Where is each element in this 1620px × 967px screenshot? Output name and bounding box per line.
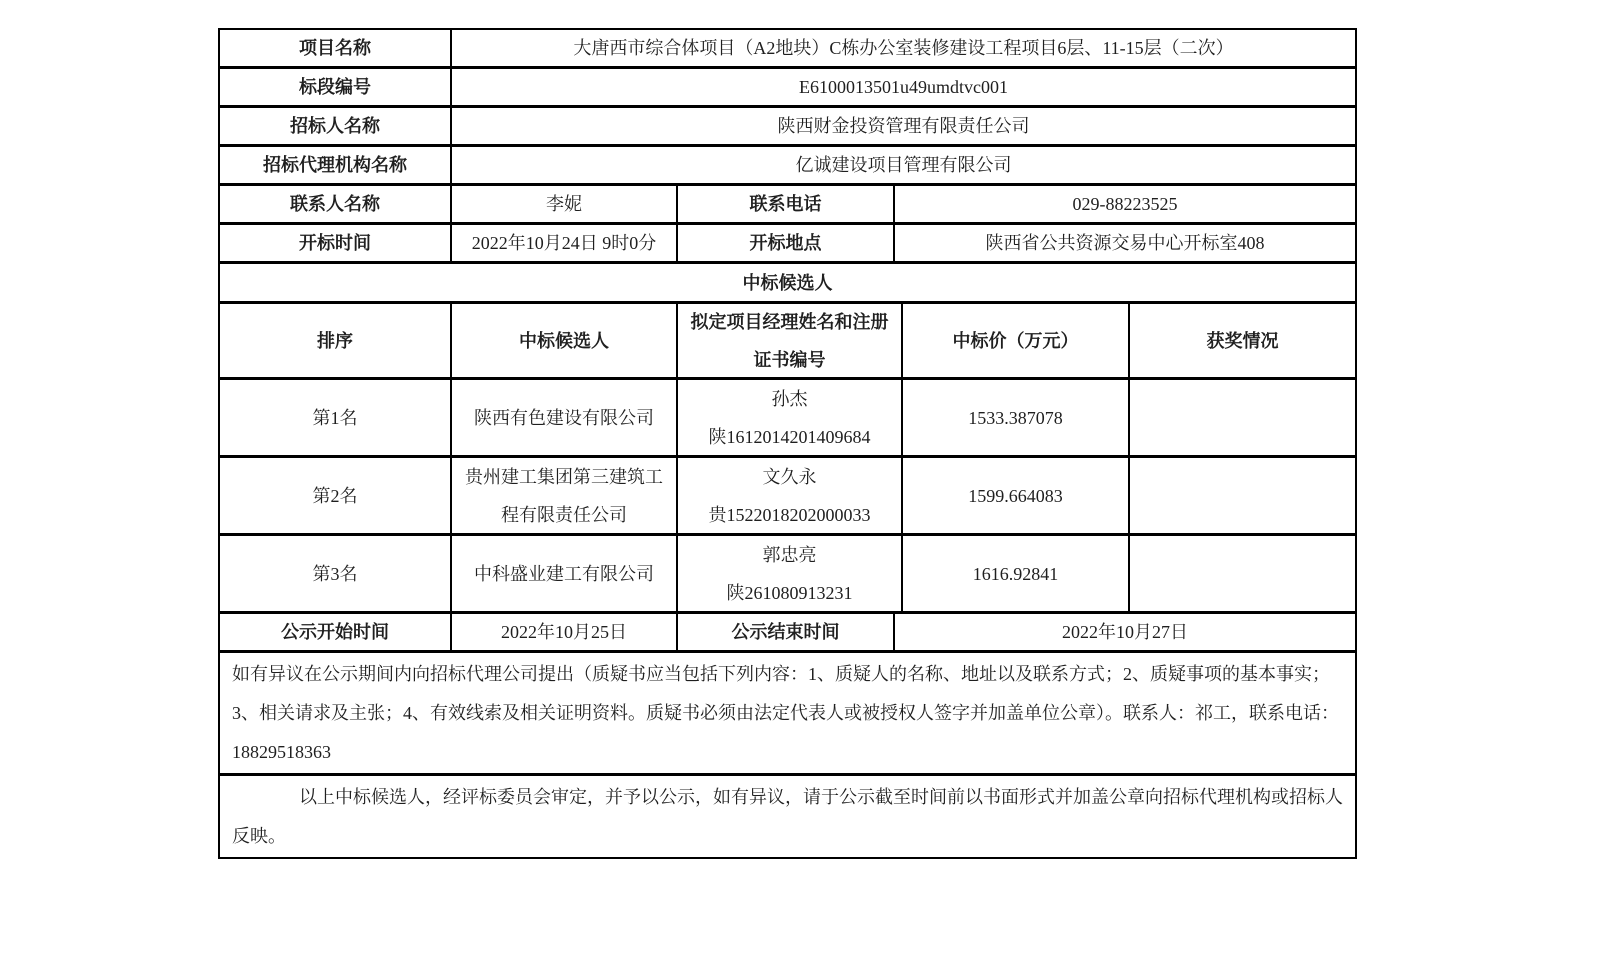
contact-row [220,186,1355,225]
opening-place-label: 开标地点 [678,225,895,261]
contact-phone-label: 联系电话 [678,186,895,222]
agency-value: 亿诚建设项目管理有限公司 [795,155,1012,175]
closing-note: 以上中标候选人，经评标委员会审定，并予以公示，如有异议，请于公示截至时间前以书面形式并加盖公章向招标代理机构或招标人反映。 [232,787,1343,846]
candidate-2-company: 贵州建工集团第三建筑工程有限责任公司 [452,458,678,533]
objection-note: 如有异议在公示期间内向招标代理公司提出（质疑书应当包括下列内容：1、质疑人的名称、地址以及联系方式；2、质疑事项的基本事实；3、相关请求及主张；4、有效线索及相关证明资料。质疑书必须由法定代表人或被授权人签字并加盖单位公章）。联系人：祁工，联系电话：18829518363 [232,664,1339,762]
agency-label: 招标代理机构名称 [220,147,452,183]
candidate-1-manager-cell [678,380,903,455]
closing-note-row [220,776,1355,857]
publicity-start-label: 公示开始时间 [220,614,452,650]
tenderer-label: 招标人名称 [220,108,452,144]
candidate-3-cert: 陕261080913231 [726,582,853,603]
candidate-3-manager-cell [678,536,903,611]
candidate-1-cert: 陕1612014201409684 [708,426,871,447]
candidate-1-rank: 第1名 [220,380,452,455]
opening-place-value: 陕西省公共资源交易中心开标室408 [985,233,1265,253]
candidates-header-row [220,304,1355,380]
header-company: 中标候选人 [452,304,678,377]
project-name-value: 大唐西市综合体项目（A2地块）C栋办公室装修建设工程项目6层、11-15层（二次） [573,38,1234,58]
candidate-3-price: 1616.92841 [903,536,1130,611]
contact-name-value: 李妮 [452,186,678,222]
candidate-2-award [1130,458,1355,533]
header-price: 中标价（万元） [903,304,1130,377]
candidate-1-manager: 孙杰 [771,388,808,409]
publicity-end-label: 公示结束时间 [678,614,895,650]
candidate-row-2 [220,458,1355,536]
candidate-1-company: 陕西有色建设有限公司 [452,380,678,455]
bid-announcement-table [218,28,1357,859]
section-number-row [220,69,1355,108]
candidate-3-rank: 第3名 [220,536,452,611]
header-award: 获奖情况 [1206,330,1279,351]
publicity-row [220,614,1355,653]
candidate-row-1 [220,380,1355,458]
publicity-end-value: 2022年10月27日 [1062,622,1188,642]
agency-row [220,147,1355,186]
header-rank: 排序 [220,304,452,377]
candidate-2-cert: 贵1522018202000033 [708,504,871,525]
section-number-value: E6100013501u49umdtvc001 [799,77,1008,97]
candidate-3-manager: 郭忠亮 [762,544,817,565]
candidates-section-band [220,264,1355,304]
objection-note-row [220,653,1355,776]
opening-time-label: 开标时间 [220,225,452,261]
project-name-label: 项目名称 [220,30,452,66]
candidate-2-rank: 第2名 [220,458,452,533]
candidate-3-company: 中科盛业建工有限公司 [452,536,678,611]
opening-row [220,225,1355,264]
candidate-2-manager-cell [678,458,903,533]
candidate-2-price: 1599.664083 [903,458,1130,533]
tenderer-value: 陕西财金投资管理有限责任公司 [777,116,1030,136]
header-manager-cert: 拟定项目经理姓名和注册证书编号 [678,304,903,377]
contact-phone-value: 029-88223525 [1072,194,1178,214]
contact-name-label: 联系人名称 [220,186,452,222]
opening-time-value: 2022年10月24日 9时0分 [452,225,678,261]
project-name-row [220,30,1355,69]
tenderer-row [220,108,1355,147]
candidate-1-award [1130,380,1355,455]
candidate-row-3 [220,536,1355,614]
candidate-2-manager: 文久永 [762,466,817,487]
candidate-1-price: 1533.387078 [903,380,1130,455]
candidate-3-award [1130,536,1355,611]
section-number-label: 标段编号 [220,69,452,105]
candidates-section-title: 中标候选人 [742,272,833,293]
publicity-start-value: 2022年10月25日 [452,614,678,650]
